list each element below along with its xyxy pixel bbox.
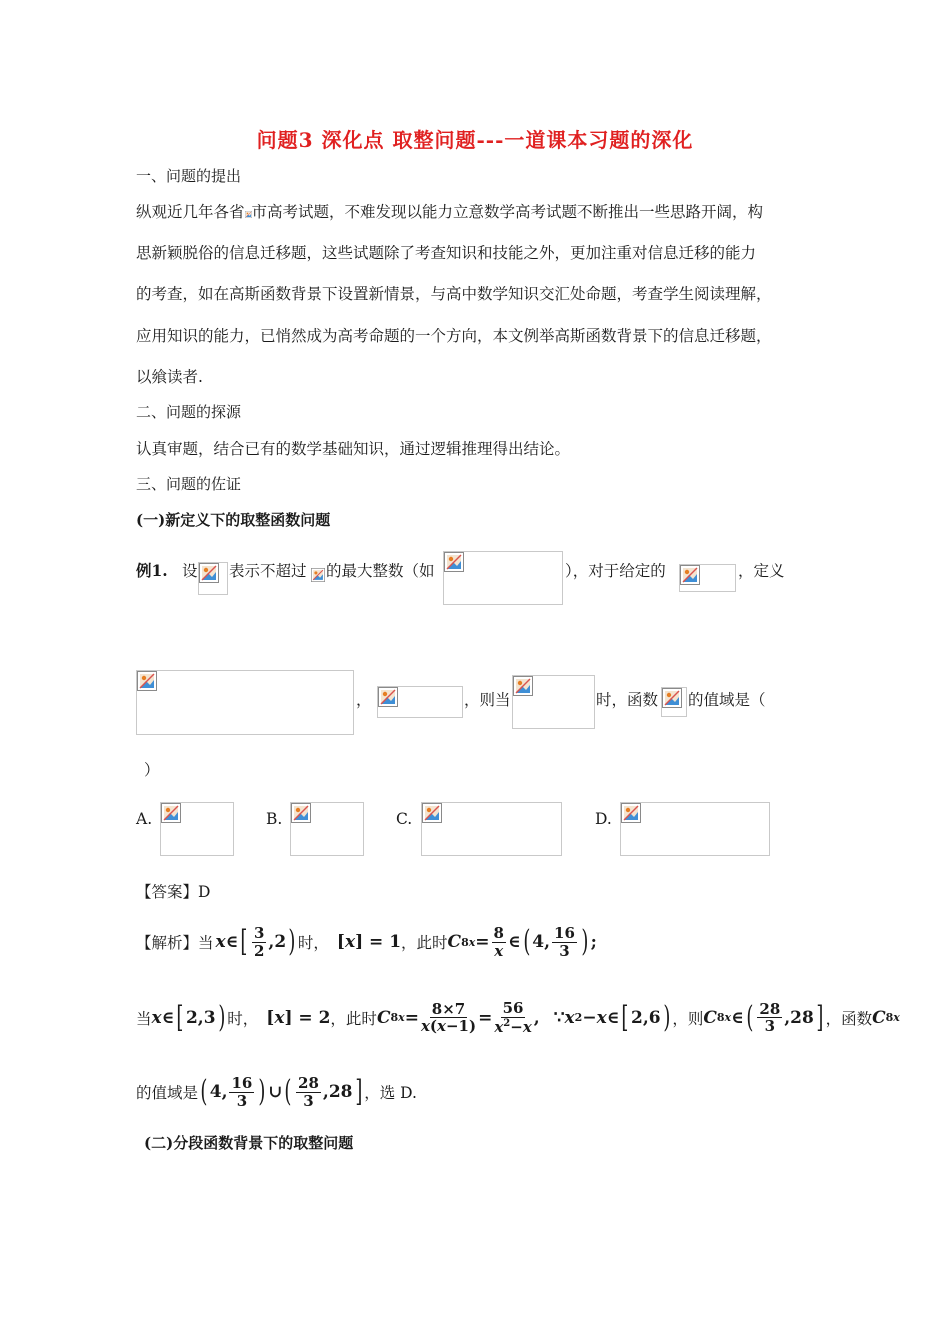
example-text: ，定义 (738, 562, 785, 580)
analysis-text: 当 (136, 1009, 152, 1028)
intro-line-2: 思新颖脱俗的信息迁移题，这些试题除了考查知识和技能之外，更加注重对信息迁移的能力 (136, 244, 757, 262)
analysis-text: 的值域是 (136, 1084, 199, 1102)
broken-image-icon (422, 803, 442, 823)
formula-image-box (661, 687, 687, 717)
section2-text: 认真审题，结合已有的数学基础知识，通过逻辑推理得出结论。 (136, 440, 571, 458)
option-label-d: D. (595, 810, 612, 828)
option-c-image (421, 802, 562, 856)
analysis-text: ，函数 (825, 1009, 873, 1028)
intro-line-3: 的考查，如在高斯函数背景下设置新情景，与高中数学知识交汇处命题，考查学生阅读理解， (136, 285, 772, 303)
option-b-image (290, 802, 364, 856)
formula-image-box (443, 551, 563, 605)
broken-image-icon (199, 563, 219, 583)
page-title: 问题3 深化点 取整问题---一道课本习题的深化 (256, 128, 694, 152)
example-text: 的值域是（ (688, 691, 766, 709)
example-label: 例1. (136, 561, 168, 580)
example-text: 设 (182, 562, 198, 580)
math-fraction: $\frac{3}{2}$ (253, 924, 265, 960)
analysis-line-2: 当 x ∈ [ 2,3 ) 时， [ x ] = 2 ，此时 C 8 x = $\frac{8\times 7}{x(x-1)}$ = $\frac{56}{x^2-x}$ , ∵ x 2 − x ∈ [ 2,6 ) ，则 C 8 x ∈ ( $\frac{28}{3}$ ,28 ] ，函数 C 8 x (136, 999, 900, 1036)
broken-image-icon (680, 565, 700, 585)
analysis-text: 时， (227, 1009, 259, 1028)
example-text: 时，函数 (596, 691, 659, 709)
section-heading-2: 二、问题的探源 (136, 403, 242, 421)
intro-line-4: 应用知识的能力，已悄然成为高考命题的一个方向，本文例举高斯函数背景下的信息迁移题， (136, 327, 772, 345)
option-label-b: B. (266, 810, 283, 828)
formula-image-box (311, 568, 325, 586)
section-heading-1: 一、问题的提出 (136, 167, 242, 185)
option-label-c: C. (396, 810, 413, 828)
broken-image-icon (378, 687, 398, 707)
broken-image-icon (161, 803, 181, 823)
formula-image-box (198, 562, 228, 595)
section-heading-3: 三、问题的佐证 (136, 475, 242, 493)
broken-image-icon (621, 803, 641, 823)
broken-image-icon (291, 803, 311, 823)
option-label-a: A. (136, 810, 153, 828)
option-a-image (160, 802, 234, 856)
broken-image-icon (513, 676, 533, 696)
analysis-text: ，选 D. (364, 1084, 417, 1102)
example-text: 表示不超过 (229, 562, 307, 580)
example-text: ，则当 (464, 691, 511, 709)
subsection-heading-1: (一)新定义下的取整函数问题 (136, 511, 331, 529)
analysis-line-3: 的值域是 ( 4, $\frac{16}{3}$ ) ∪ ( $\frac{28}{3}$ ,28 ] ，选 D. (136, 1074, 417, 1110)
intro-text-1a: 纵观近几年各省 (136, 203, 245, 221)
broken-image-icon (444, 552, 464, 572)
analysis-text: ，此时 (401, 934, 448, 952)
formula-image-box (377, 686, 463, 718)
formula-image-box (679, 564, 736, 592)
analysis-text: 时， (297, 934, 329, 952)
tiny-image-icon (245, 211, 252, 218)
example-text: ），对于给定的 (565, 562, 666, 580)
intro-line-5: 以飨读者. (136, 368, 203, 386)
subsection-heading-2: (二)分段函数背景下的取整问题 (144, 1134, 354, 1152)
option-d-image (620, 802, 770, 856)
formula-image-box (136, 670, 354, 735)
example-text: ， (356, 691, 372, 709)
analysis-line-1: 【解析】当 x ∈ [ $\frac{3}{2}$ ,2 ) 时， [ x ] = 1 ，此时 C 8 x = $\frac{8}{x}$ ∈ ( 4, $\frac{16}{3}$ ) ; (136, 924, 597, 960)
answer: 【答案】D (136, 883, 211, 901)
analysis-text: ，此时 (330, 1009, 377, 1028)
example-text: ） (144, 761, 160, 779)
broken-image-icon (137, 671, 157, 691)
intro-line-1 (136, 200, 763, 222)
example-text: 的最大整数（如 (326, 562, 435, 580)
analysis-text: ，则 (672, 1009, 704, 1028)
math-formula: x (215, 932, 226, 952)
intro-text-1b: 市高考试题，不难发现以能力立意数学高考试题不断推出一些思路开阔，构 (251, 203, 764, 221)
broken-image-icon (311, 568, 325, 582)
broken-image-icon (662, 688, 682, 708)
formula-image-box (512, 675, 595, 729)
analysis-label: 【解析】当 (136, 934, 214, 952)
